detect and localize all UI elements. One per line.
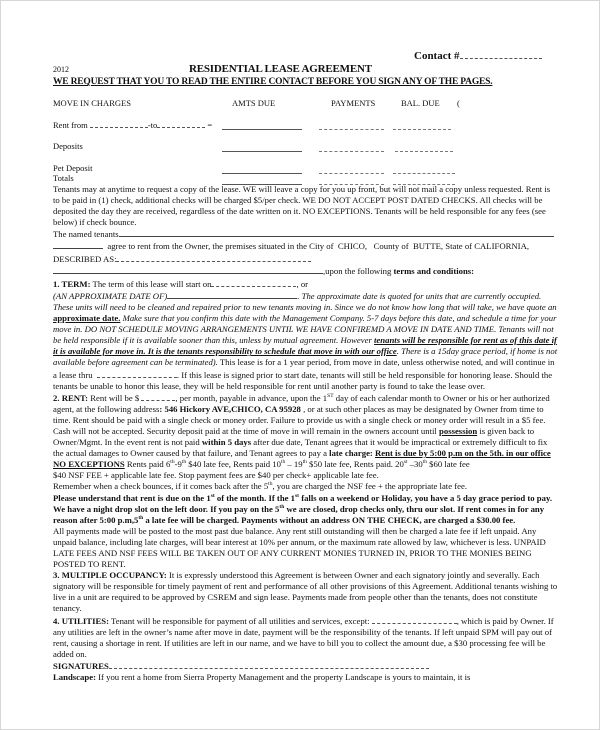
described-as-label: DESCRIBED AS:: [53, 253, 117, 264]
contact-number-field[interactable]: [414, 49, 542, 62]
approx-date-blank[interactable]: [167, 290, 297, 299]
landscape-heading: Landscape:: [53, 672, 96, 683]
premises-line: [53, 240, 558, 264]
section-multiple-occupancy: 3. MULTIPLE OCCUPANCY: It is expressly understood this Agreement is between Owner and each signatory jointly and severally. Each signatory will be responsible for timely payment of rent and performance of all other provisions of this Agreement. Additional tenants wishing to live in a unit are required to be approved by CSREM and sign lease. Payments made from people other than the tenants, does not constitute tenancy.: [53, 570, 558, 614]
rent-from-label: Rent from: [53, 120, 88, 130]
possession-emphasis: possession: [439, 425, 478, 436]
county-value: BUTTE,: [412, 241, 444, 252]
late-charge-label: late charge:: [329, 448, 375, 459]
pet-amt-due-blank[interactable]: [222, 173, 302, 174]
tenant-names-blank[interactable]: [119, 228, 554, 237]
row-totals: Totals: [53, 173, 74, 183]
terms-conditions-heading: terms and conditions:: [393, 265, 475, 276]
row-deposits: Deposits: [53, 141, 83, 151]
pet-bal-due-blank[interactable]: [393, 173, 455, 174]
upon-text: ,upon the following: [323, 265, 392, 276]
col-paren: (: [457, 98, 460, 108]
term-heading: 1. TERM:: [53, 278, 91, 289]
rent-heading: 2. RENT:: [53, 392, 89, 403]
bounce-reminder: Remember when a check bounces, if it comes back after the 5th, you are charged the NSF fee + the appropriate late fee.: [53, 481, 468, 492]
equals-sign: =: [207, 120, 213, 130]
to-label: -to: [147, 120, 158, 130]
term-start-text: The term of this lease will start on: [92, 278, 212, 289]
rent-text-2: , per month, payable in advance, upon the 1: [175, 392, 328, 403]
description-blank-2[interactable]: [53, 265, 323, 274]
term-normal-1: This lease is for a 1 year period, from move in date, unless otherwise noted, and will continue in a lease thru: [53, 357, 555, 380]
intro-paragraph: Tenants may at anytime to request a copy of the lease. WE will leave a copy for you up front, but will not mail a copy unless requested. Rent is to be paid in (1) check, additional checks will be charged $5/per check. WE DO NOT ACCEPT POST DATED CHECKS. All checks will be deposited the day they are received, regardless of the date written on it. NO EXCEPTIONS. Tenants will be held responsible for any fees (see below) if check bounce.: [53, 184, 551, 228]
within-days: within 5 days: [201, 437, 252, 448]
term-italic-2: Make sure that you confirm this date with the Management Company. 5-7 days before this date, and schedule a time for your move in. DO NOT SCHEDULE MOVING ARRANGEMENTS UNTIL WE HAVE CONFIREMD A MOVE IN DATE AND TIME. Tenants will not be held responsible if it is available sooner than this, unless by mutual agreement. However: [53, 313, 557, 346]
rent-text-1: Rent will be $: [90, 392, 140, 403]
col-payments: PAYMENTS: [331, 98, 376, 108]
rent-amt-due-blank[interactable]: [222, 129, 302, 130]
rent-to-blank[interactable]: [157, 119, 205, 128]
lease-body: [53, 184, 558, 683]
deposits-bal-due-blank[interactable]: [395, 151, 453, 152]
or-text: , or: [296, 278, 309, 289]
rent-payments-blank[interactable]: [319, 129, 384, 130]
section-landscape: Landscape: If you rent a home from Sierra Property Management and the property Landscape is yours to maintain, it is: [53, 672, 471, 683]
tenant-responsibility-emphasis: tenants will be responsible for rent as of this date if it is available for move in. It is the tenants responsibility to schedule that move in with our office: [53, 335, 557, 357]
rent-due-by-emphasis: Rent is due by 5:00 p.m on the 5th. in our office NO EXCEPTIONS: [53, 448, 551, 470]
rent-amount-blank[interactable]: [141, 392, 175, 401]
rent-text-5: is given back to Owner/Mgmt. In the event rent is not paid: [53, 425, 535, 448]
signature-blank[interactable]: [109, 660, 429, 669]
state-value: CALIFORNIA,: [474, 241, 530, 252]
pet-payments-blank[interactable]: [319, 173, 384, 174]
description-blank[interactable]: [116, 253, 311, 262]
due-date-notice: Please understand that rent is due on the 1st of the month. If the 1st falls on a weekend or Holiday, you have a 5 day grace period to pay. We have a night drop slot on the left door. If you pay on the 5th we are closed, drop checks only, thru our slot. If rent comes in for any reason after 5:00 p.m,5th a late fee will be charged. Payments without an address ON THE CHECK, are charged a $30.00 fee.: [53, 492, 553, 525]
signatures-line: [53, 660, 558, 672]
read-warning: WE REQUEST THAT YOU TO READ THE ENTIRE CONTACT BEFORE YOU SIGN ANY OF THE PAGES.: [53, 77, 493, 87]
occupancy-heading: 3. MULTIPLE OCCUPANCY:: [53, 570, 167, 581]
approx-date-label: (AN APPROXIMATE DATE OF): [53, 290, 168, 301]
county-label: County of: [373, 241, 409, 252]
section-utilities: 4. UTILITIES: Tenant will be responsible for payment of all utilities and services, except: , which is paid by Owner. If any utilities are left in the owner’s name after move in date, payment will be the responsibility of the tenants. If left unpaid SPM will pay out of rent, causing a shortage in rent. If utilities are left in our name, and we have to bill you to collect the amount due, a $30 processing fee will be added on.: [53, 615, 554, 659]
payment-posting-policy: All payments made will be posted to the most past due balance. Any rent still outstanding will then be charged a late fee if left unpaid. Any unpaid balance, including late charges, will bear interest at 10% per annum, or the maximum rate allowed by law, whichever is less. UNPAID LATE FEES AND NSF FEES WILL BE TAKEN OUT OF ANY CURRENT MONIES TURNED IN, PRIOR TO THE MONIES BEING POSTED TO RENT.: [53, 525, 546, 570]
document-year: 2012: [53, 65, 69, 74]
payment-address: : 546 Hickory AVE,CHICO, CA 95928: [159, 403, 301, 414]
rent-text-6: after due date, Tenant agrees that it would be impractical or extremely difficult to fix the actual damages to Owner caused by that failure, and Tenant agrees to pay a: [53, 437, 548, 459]
term-italic-1: . The approximate date is quoted for units that are currently occupied. These units will need to be cleaned and repaired prior to new tenants moving in. Since we do not know how long that will take, we have quote an: [53, 290, 557, 312]
contact-label: Contact #: [414, 50, 460, 62]
named-tenants-line: [53, 228, 558, 240]
signatures-label: SIGNATURES: [53, 660, 109, 671]
section-rent: 2. RENT: Rent will be $ , per month, payable in advance, upon the 1ST day of each calendar month to Owner or his or her authorized agent, at the following address: 546 Hickory AVE,CHICO, CA 95928 , or at such other places as may be designated by Owner from time to time. Rent should be paid with a single check or money order. Failure to provide us with a single check or money order will result in a $5 fee. Cash will not be accepted. Security deposit paid at the time of move in will remain in the owners account until possession is given back to Owner/Mgmt. In the event rent is not paid within 5 days after due date, Tenant agrees that it would be impractical or extremely difficult to fix the actual damages to Owner caused by that failure, and Tenant agrees to pay a late charge: Rent is due by 5:00 p.m on the 5th. in our office NO EXCEPTIONS Rents paid 6th-9th $40 late fee, Rents paid 10th – 19th $50 late fee, Rents paid. 20st –30th $60 late fee: [53, 392, 551, 470]
col-bal-due: BAL. DUE: [401, 98, 440, 108]
deposits-amt-due-blank[interactable]: [222, 151, 302, 152]
terms-line: [53, 265, 558, 277]
deposits-payments-blank[interactable]: [319, 151, 384, 152]
named-tenants-label: The named tenants: [53, 229, 119, 240]
approximate-date-emphasis: approximate date.: [53, 313, 121, 324]
nsf-fee-line: $40 NSF FEE + applicable late fee. Stop payment fees are $40 per check+ applicable late fee.: [53, 470, 379, 481]
lease-thru-date-blank[interactable]: [97, 369, 177, 378]
col-amts-due: AMTS DUE: [232, 98, 276, 108]
state-label: State of: [445, 241, 473, 252]
row-rent-from: [53, 119, 212, 130]
section-term: [53, 278, 558, 392]
term-start-date-blank[interactable]: [211, 278, 296, 287]
term-italic-3: . There is a 15day grace period, if home is not available before agreement can be terminated).: [53, 346, 558, 368]
rent-bal-due-blank[interactable]: [393, 129, 451, 130]
utilities-heading: 4. UTILITIES:: [53, 615, 110, 626]
city-value: CHICO,: [337, 241, 368, 252]
utilities-exception-blank[interactable]: [372, 615, 457, 624]
rent-text-4: , or at such other places as may be designated by Owner from time to time. Rent should be paid with a single check or money order. Failure to provide us with a single check or money order will result in a $5 fee. Cash will not be accepted. Security deposit paid at the time of move in will remain in the owners account until: [53, 403, 546, 436]
sup-st: ST: [327, 392, 334, 399]
rent-from-blank[interactable]: [90, 119, 148, 128]
contact-number-blank[interactable]: [460, 49, 542, 59]
rent-text-3: day of each calendar month to Owner or his or her authorized agent, at the following address: [53, 392, 550, 414]
term-normal-2: . If this lease is signed prior to start date, tenants will still be held responsible for honoring lease. Should the tenants be unable to honor this lease, they will be held responsible for rent until another party is found to take the lease over.: [53, 369, 553, 391]
tenant-names-blank-2[interactable]: [53, 240, 103, 249]
agree-text: agree to rent from the Owner, the premises situated in the City of: [107, 241, 334, 252]
document-title: RESIDENTIAL LEASE AGREEMENT: [189, 63, 372, 75]
row-pet-deposit: Pet Deposit: [53, 163, 93, 173]
col-move-in-charges: MOVE IN CHARGES: [53, 98, 131, 108]
